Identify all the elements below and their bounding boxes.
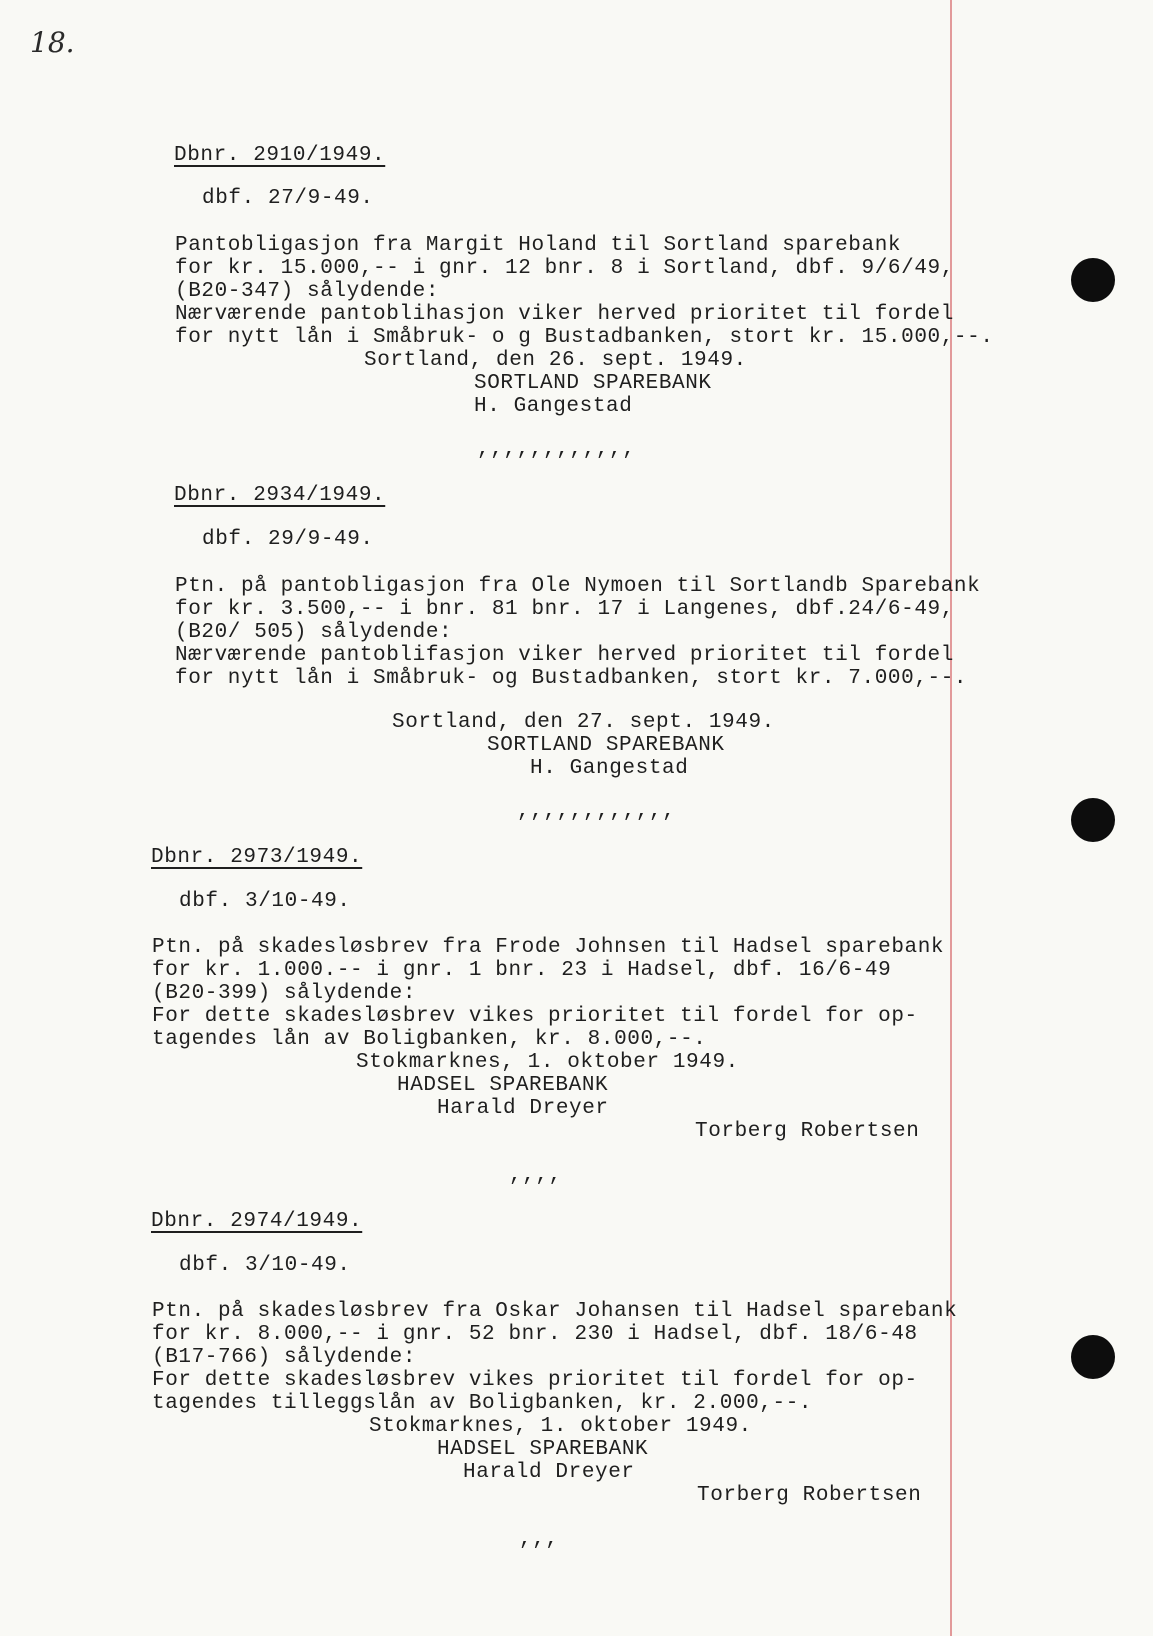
entry-line: For dette skadesløsbrev vikes prioritet til fordel for op- xyxy=(152,1369,918,1392)
binder-hole xyxy=(1071,798,1115,842)
entry-place-date: Sortland, den 27. sept. 1949. xyxy=(392,711,775,734)
entry-line: (B20/ 505) sålydende: xyxy=(175,621,453,644)
entry-dbf: dbf. 27/9-49. xyxy=(202,187,374,210)
entry-line: Ptn. på pantobligasjon fra Ole Nymoen til Sortlandb Sparebank xyxy=(175,575,981,598)
entry-bank: SORTLAND SPAREBANK xyxy=(487,734,725,757)
entry-dbf: dbf. 3/10-49. xyxy=(179,1254,351,1277)
entry-place-date: Stokmarknes, 1. oktober 1949. xyxy=(356,1051,739,1074)
entry-signature: H. Gangestad xyxy=(530,757,689,780)
entry-heading: Dbnr. 2910/1949. xyxy=(174,144,386,167)
entry-line: for nytt lån i Småbruk- og Bustadbanken, stort kr. 7.000,--. xyxy=(175,667,968,690)
entry-line: Pantobligasjon fra Margit Holand til Sortland sparebank xyxy=(175,234,902,257)
entry-line: Ptn. på skadesløsbrev fra Frode Johnsen til Hadsel sparebank xyxy=(152,936,945,959)
entry-line: Ptn. på skadesløsbrev fra Oskar Johansen til Hadsel sparebank xyxy=(152,1300,958,1323)
entry-separator: ,,,,,,,,,,,, xyxy=(477,438,636,461)
entry-separator: ,,,,,,,,,,,, xyxy=(517,800,676,823)
entry-heading: Dbnr. 2934/1949. xyxy=(174,484,386,507)
entry-line: (B20-399) sålydende: xyxy=(152,982,417,1005)
entry-line: for kr. 15.000,-- i gnr. 12 bnr. 8 i Sortland, dbf. 9/6/49, xyxy=(175,257,954,280)
entry-dbf: dbf. 3/10-49. xyxy=(179,890,351,913)
entry-line: for kr. 8.000,-- i gnr. 52 bnr. 230 i Hadsel, dbf. 18/6-48 xyxy=(152,1323,918,1346)
entry-line: (B17-766) sålydende: xyxy=(152,1346,417,1369)
entry-bank: HADSEL SPAREBANK xyxy=(397,1074,609,1097)
entry-line: for kr. 3.500,-- i bnr. 81 bnr. 17 i Langenes, dbf.24/6-49, xyxy=(175,598,954,621)
entry-line: for kr. 1.000.-- i gnr. 1 bnr. 23 i Hadsel, dbf. 16/6-49 xyxy=(152,959,892,982)
entry-dbf: dbf. 29/9-49. xyxy=(202,528,374,551)
entry-signature: H. Gangestad xyxy=(474,395,633,418)
entry-line: tagendes tilleggslån av Boligbanken, kr. 2.000,--. xyxy=(152,1392,813,1415)
binder-hole xyxy=(1071,258,1115,302)
entry-line: (B20-347) sålydende: xyxy=(175,280,440,303)
entry-line: tagendes lån av Boligbanken, kr. 8.000,--. xyxy=(152,1028,707,1051)
entry-separator: ,,, xyxy=(519,1528,559,1551)
entry-signature: Torberg Robertsen xyxy=(697,1484,922,1507)
entry-line: Nærværende pantoblihasjon viker herved prioritet til fordel xyxy=(175,303,954,326)
entry-line: for nytt lån i Småbruk- o g Bustadbanken, stort kr. 15.000,--. xyxy=(175,326,994,349)
page-number: 18. xyxy=(30,26,75,59)
entry-heading: Dbnr. 2973/1949. xyxy=(151,846,363,869)
entry-place-date: Stokmarknes, 1. oktober 1949. xyxy=(369,1415,752,1438)
entry-bank: HADSEL SPAREBANK xyxy=(437,1438,649,1461)
entry-line: Nærværende pantoblifasjon viker herved prioritet til fordel xyxy=(175,644,954,667)
entry-signature: Torberg Robertsen xyxy=(695,1120,920,1143)
entry-place-date: Sortland, den 26. sept. 1949. xyxy=(364,349,747,372)
entry-bank: SORTLAND SPAREBANK xyxy=(474,372,712,395)
entry-heading: Dbnr. 2974/1949. xyxy=(151,1210,363,1233)
entry-signature: Harald Dreyer xyxy=(437,1097,609,1120)
margin-line xyxy=(950,0,952,1636)
entry-signature: Harald Dreyer xyxy=(463,1461,635,1484)
entry-separator: ,,,, xyxy=(509,1164,562,1187)
entry-line: For dette skadesløsbrev vikes prioritet til fordel for op- xyxy=(152,1005,918,1028)
binder-hole xyxy=(1071,1335,1115,1379)
